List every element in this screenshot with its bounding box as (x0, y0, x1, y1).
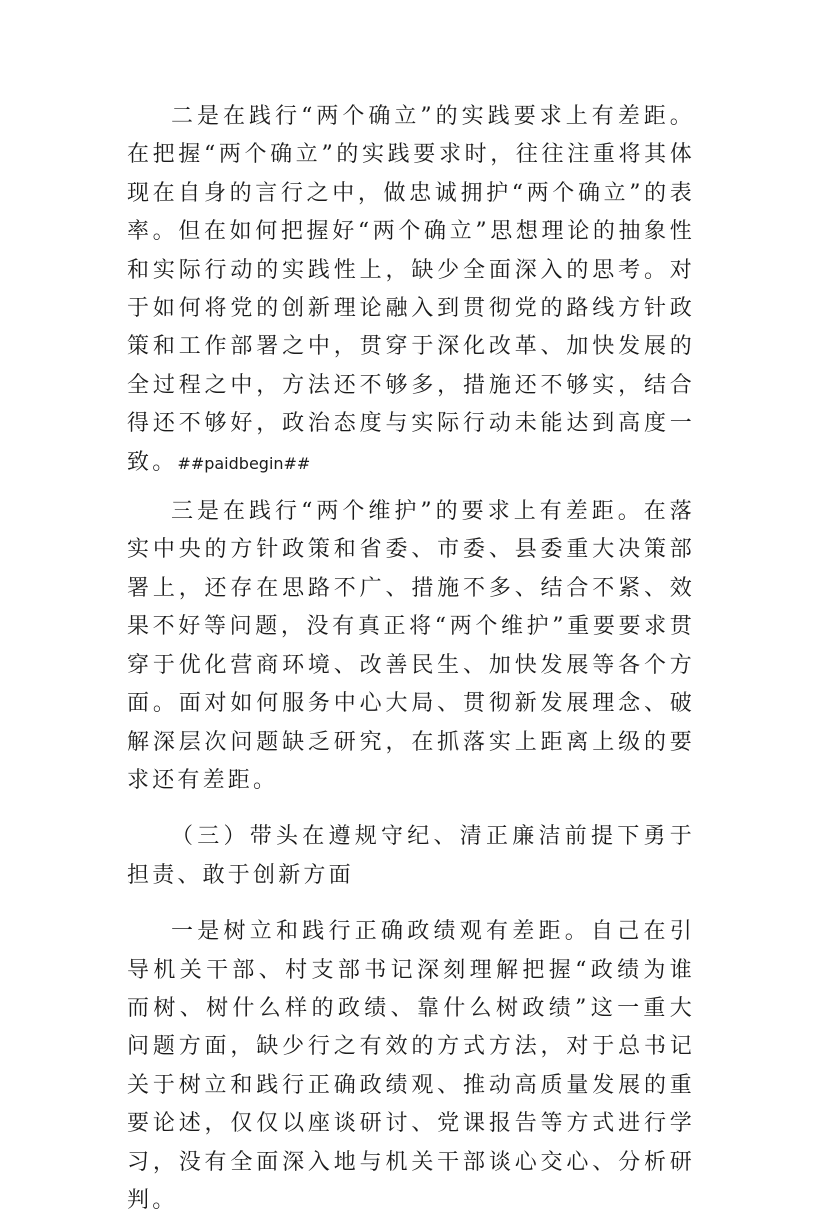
paragraph-performance-view (127, 913, 695, 1220)
section-heading-text: （三）带头在遵规守纪、清正廉洁前提下勇于担责、敢于创新方面 (127, 824, 695, 888)
paragraph-text: 二是在践行“两个确立”的实践要求上有差距。在把握“两个确立”的实践要求时，往往注重将其体现在自身的言行之中，做忠诚拥护“两个确立”的表率。但在如何把握好“两个确立”思想理论的抽象性和实际行动的实践性上，缺少全面深入的思考。对于如何将党的创新理论融入到贯彻党的路线方针政策和工作部署之中，贯穿于深化改革、加快发展的全过程之中，方法还不够多，措施还不够实，结合得还不够好，政治态度与实际行动未能达到高度一致。 (127, 104, 695, 475)
paragraph-two-safeguards (127, 493, 695, 800)
paragraph-text: 一是树立和践行正确政绩观有差距。自己在引导机关干部、村支部书记深刻理解把握“政绩为谁而树、树什么样的政绩、靠什么树政绩”这一重大问题方面，缺少行之有效的方式方法，对于总书记关于树立和践行正确政绩观、推动高质量发展的重要论述，仅仅以座谈研讨、党课报告等方式进行学习，没有全面深入地与机关干部谈心交心、分析研判。 (127, 919, 695, 1213)
paid-begin-marker: ##paidbegin## (177, 453, 311, 473)
paragraph-two-establishments (127, 98, 695, 483)
document-page (127, 98, 695, 1220)
paragraph-text: 三是在践行“两个维护”的要求上有差距。在落实中央的方针政策和省委、市委、县委重大决策部署上，还存在思路不广、措施不多、结合不紧、效果不好等问题，没有真正将“两个维护”重要要求贯穿于优化营商环境、改善民生、加快发展等各个方面。面对如何服务中心大局、贯彻新发展理念、破解深层次问题缺乏研究，在抓落实上距离上级的要求还有差距。 (127, 499, 695, 793)
section-heading (127, 818, 695, 895)
